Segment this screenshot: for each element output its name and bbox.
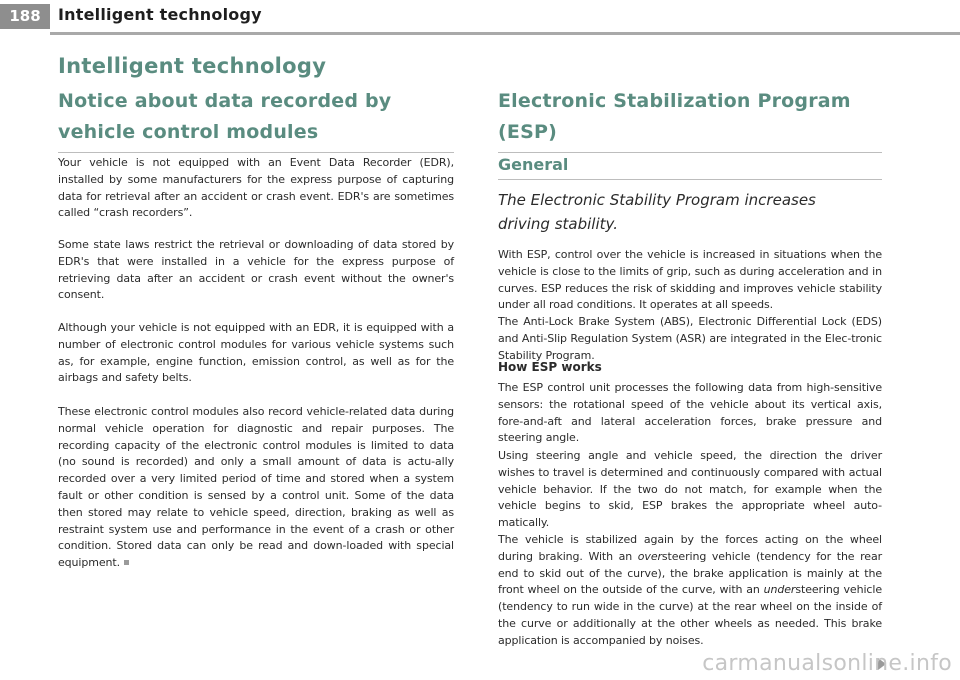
body-paragraph: Although your vehicle is not equipped with an EDR, it is equipped with a number of electronic control modules for various vehicle systems such as, for example, engine function, emission control, as well as for the airbags and safety belts. [58, 321, 454, 385]
body-paragraph: The Anti-Lock Brake System (ABS), Electronic Differential Lock (EDS) and Anti-Slip Regulation System (ASR) are integrated in the Elec-tronic Stability Program. [498, 315, 882, 362]
chapter-title: Intelligent technology [58, 54, 327, 78]
text-run: steering vehicle (tendency for the rear end to skid out of the curve), the brake application is mainly at the front wheel on the outside of the curve, with an [498, 549, 883, 597]
emphasis-text: over [637, 549, 662, 563]
lead-sentence: The Electronic Stability Program increases driving stability. [498, 191, 816, 233]
body-paragraph: Using steering angle and vehicle speed, the direction the driver wishes to travel is determined and continuously compared with actual vehicle behavior. If the two do not match, for example when the vehicle begins to skid, ESP brakes the appropriate wheel auto-matically. [498, 449, 882, 530]
header-divider [50, 32, 960, 35]
minor-heading-how-esp-works: How ESP works [498, 360, 602, 374]
section-heading-data-recorded: Notice about data recorded by vehicle control modules [58, 86, 454, 153]
body-paragraph: The ESP control unit processes the following data from high-sensitive sensors: the rotational speed of the vehicle about its vertical axis, fore-and-aft and lateral acceleration forces, brake pressure and steering angle. [498, 381, 882, 445]
body-paragraph: With ESP, control over the vehicle is increased in situations when the vehicle is close to the limits of grip, such as during acceleration and in curves. ESP reduces the risk of skidding and improves vehicle stability under all road conditions. It operates at all speeds. [498, 248, 882, 312]
square-end-mark-icon [124, 560, 129, 565]
running-header-title: Intelligent technology [58, 5, 262, 24]
body-paragraph-with-end-mark [58, 404, 454, 572]
watermark: carmanualsonline.info [702, 651, 952, 676]
body-paragraph: Some state laws restrict the retrieval or downloading of data stored by EDR's that were installed in a vehicle for the express purpose of retrieving data after an accident or crash event without the owner's consent. [58, 238, 454, 302]
page-number-badge: 188 [0, 4, 50, 29]
text-run: steering vehicle (tendency to run wide in the curve) at the rear wheel on the inside of the curve or additionally at the other wheels as needed. This brake application is accompanied by noises. [498, 583, 882, 647]
body-paragraph-text: These electronic control modules also record vehicle-related data during normal vehicle operation for diagnostic and repair purposes. The recording capacity of the electronic control modules is limited to data (no sound is recorded) and only a small amount of data is actu-ally recorded over a very limited period of time and stored when a system fault or other condition is sensed by a control unit. Some of the data then stored may relate to vehicle speed, direction, braking as well as restraint system use and performance in the event of a crash or other condition. Stored data can only be read and down-loaded with special equipment. [58, 405, 454, 570]
text-run: The vehicle is stabilized again by the forces acting on the wheel during braking. With an [498, 533, 882, 563]
subsection-heading-general: General [498, 155, 882, 180]
section-heading-esp: Electronic Stabilization Program (ESP) [498, 86, 882, 153]
body-paragraph [498, 532, 882, 650]
emphasis-text: under [763, 583, 796, 597]
body-paragraph: Your vehicle is not equipped with an Event Data Recorder (EDR), installed by some manufacturers for the express purpose of capturing data for retrieval after an accident or crash event. EDR's are sometimes called “crash recorders”. [58, 156, 454, 220]
